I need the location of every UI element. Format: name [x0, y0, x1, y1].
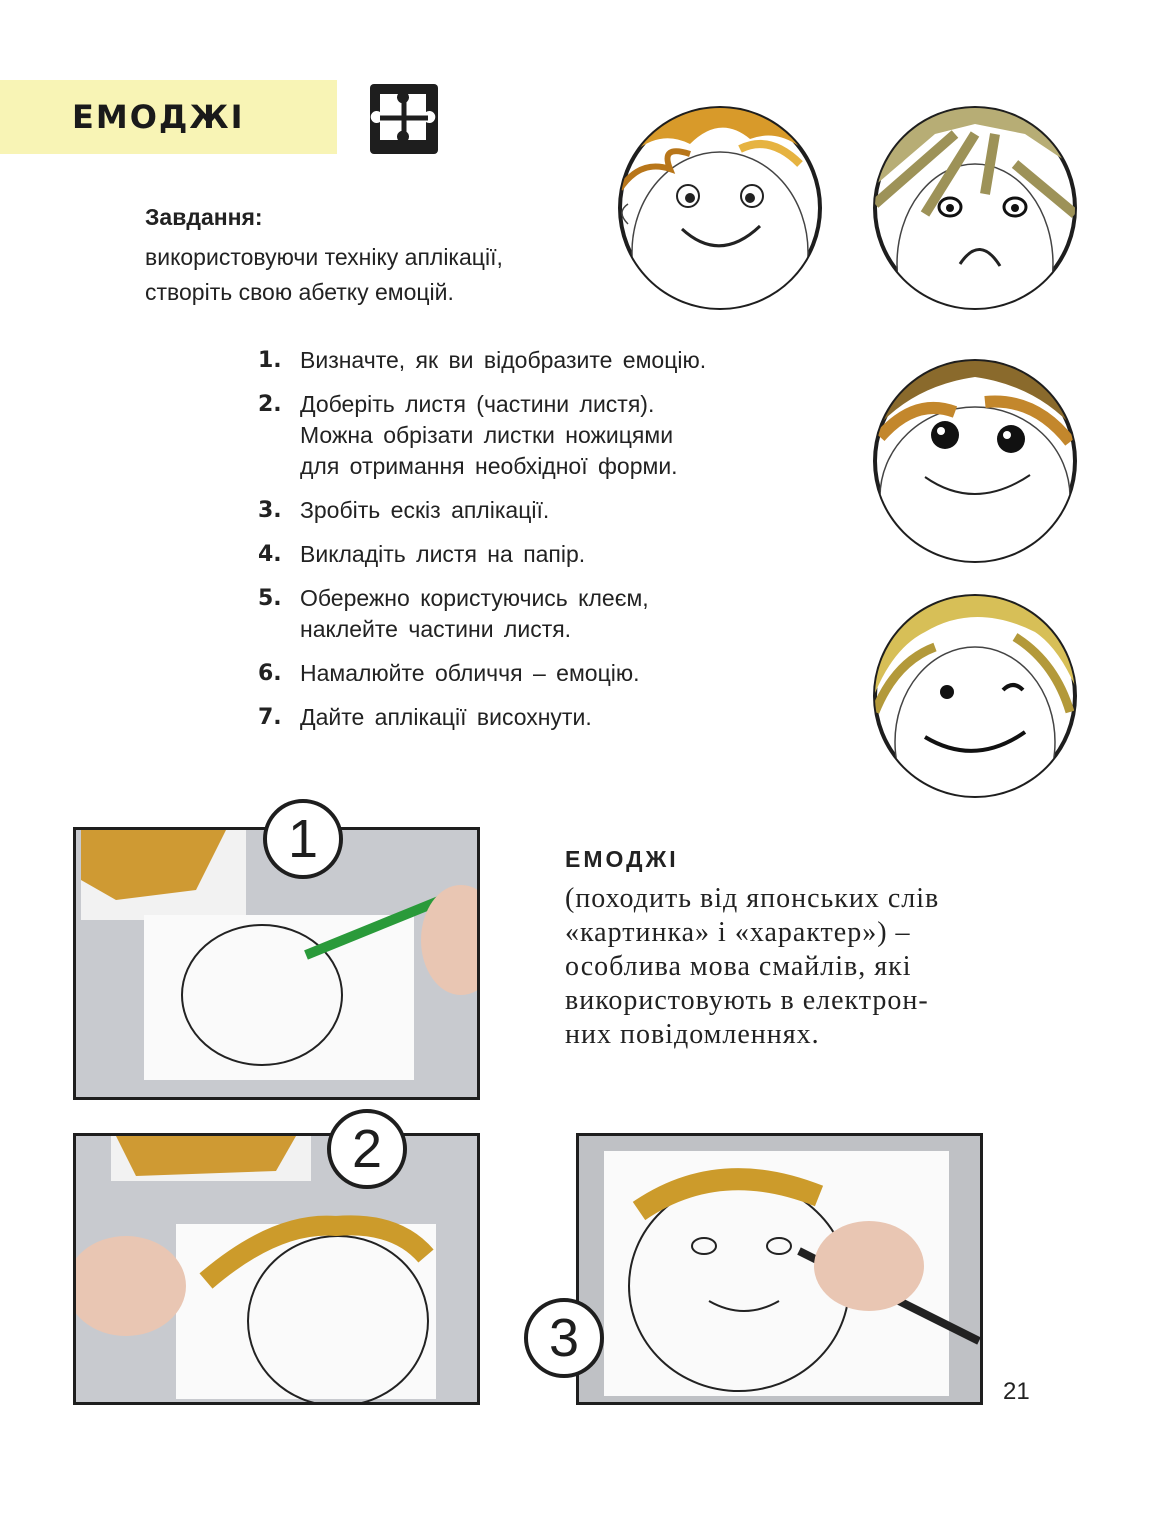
task-heading: Завдання: — [145, 204, 263, 230]
step-item — [258, 702, 848, 733]
steps-list — [258, 345, 848, 746]
step-number: 7. — [258, 705, 282, 730]
step-number: 6. — [258, 661, 282, 686]
step-badge-3: 3 — [524, 1298, 604, 1378]
step-item — [258, 345, 848, 376]
step-item — [258, 539, 848, 570]
definition-line: особлива мова смайлів, які — [565, 951, 912, 982]
step-number: 3. — [258, 498, 282, 523]
step-photo-3-drawing — [579, 1136, 980, 1402]
page-title: ЕМОДЖІ — [72, 98, 245, 136]
step-line: Викладіть листя на папір. — [300, 541, 586, 567]
step-line: наклейте частини листя. — [300, 616, 572, 642]
step-item — [258, 389, 848, 482]
step-badge-1: 1 — [263, 799, 343, 879]
step-line: Зробіть ескіз аплікації. — [300, 497, 550, 523]
definition-heading: ЕМОДЖІ — [565, 846, 679, 872]
task-line: створіть свою абетку емоцій. — [145, 279, 454, 305]
step-photo-1-drawing — [76, 830, 477, 1097]
definition-line: використовують в електрон- — [565, 985, 929, 1016]
step-item — [258, 658, 848, 689]
definition-line: них повідомленнях. — [565, 1019, 820, 1050]
step-number: 2. — [258, 392, 282, 417]
step-item — [258, 495, 848, 526]
winking-face-image — [865, 592, 1085, 800]
step-number: 1. — [258, 348, 282, 373]
step-line: Доберіть листя (частини листя). — [300, 391, 655, 417]
puzzle-icon — [370, 84, 438, 154]
sad-face-image — [865, 104, 1085, 312]
step-photo-2 — [73, 1133, 480, 1405]
step-line: для отримання необхідної форми. — [300, 453, 678, 479]
step-item — [258, 583, 848, 645]
page-number: 21 — [1003, 1378, 1030, 1405]
step-line: Обережно користуючись клеєм, — [300, 585, 649, 611]
step-line: Визначте, як ви відобразите емоцію. — [300, 347, 707, 373]
step-photo-2-drawing — [76, 1136, 477, 1402]
step-line: Можна обрізати листки ножицями — [300, 422, 674, 448]
definition-line: «картинка» і «характер») – — [565, 917, 911, 948]
step-photo-3 — [576, 1133, 983, 1405]
step-line: Дайте аплікації висохнути. — [300, 704, 592, 730]
definition-line: (походить від японських слів — [565, 883, 940, 914]
smiling-face-image — [865, 357, 1085, 565]
task-text — [145, 240, 625, 310]
step-line: Намалюйте обличчя – емоцію. — [300, 660, 640, 686]
step-badge-2: 2 — [327, 1109, 407, 1189]
step-number: 5. — [258, 586, 282, 611]
definition-text — [565, 882, 1035, 1052]
step-number: 4. — [258, 542, 282, 567]
happy-face-image — [610, 104, 830, 312]
task-line: використовуючи техніку аплікації, — [145, 244, 503, 270]
